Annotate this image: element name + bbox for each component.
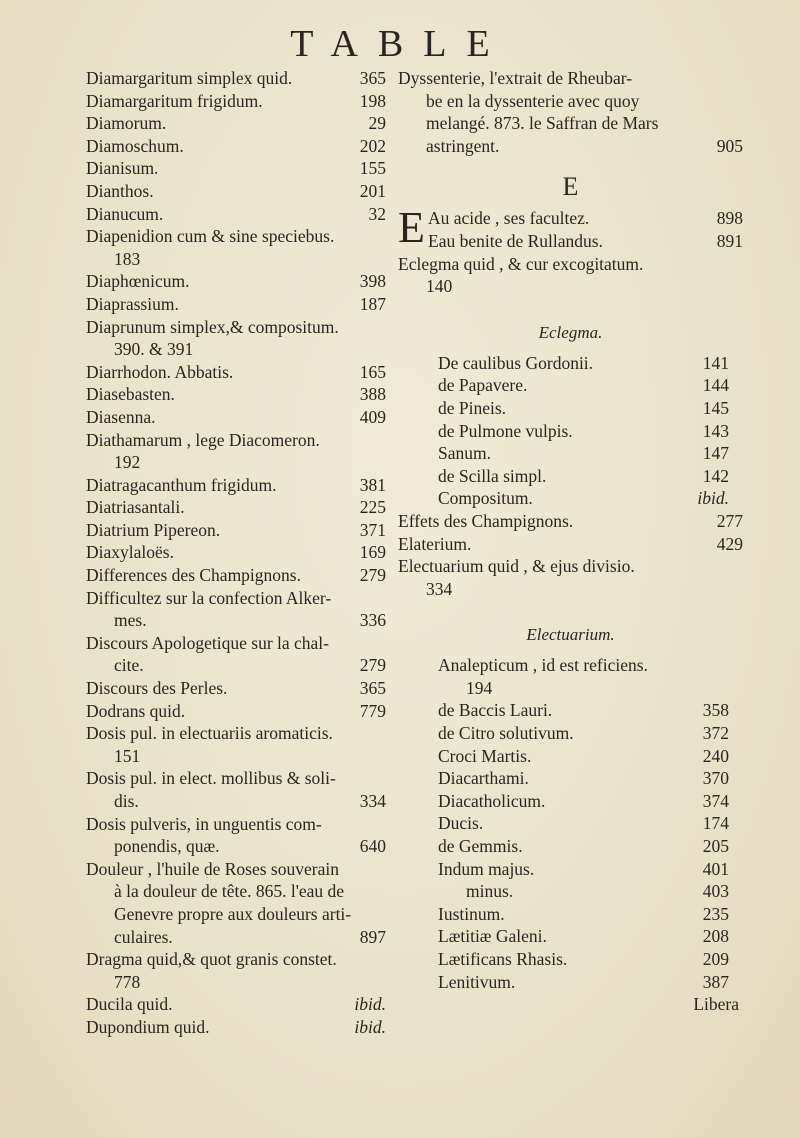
- entry-term: de Gemmis.: [438, 836, 523, 857]
- entry-page: 905: [716, 135, 743, 156]
- entry-term: Diaphœnicum.: [86, 271, 190, 292]
- entry-page: 409: [359, 406, 386, 427]
- right-column: [398, 68, 743, 1017]
- index-entry: [438, 813, 729, 836]
- entry-term: Lætitiæ Galeni.: [438, 926, 547, 947]
- index-entry: [428, 208, 743, 231]
- entry-page: 429: [716, 533, 743, 554]
- entry-page: 358: [702, 700, 729, 721]
- entry-term: Eau benite de Rullandus.: [428, 230, 603, 251]
- index-entry: [86, 768, 386, 791]
- entry-page: 891: [716, 230, 743, 251]
- index-entry: [86, 226, 386, 249]
- index-entry: [86, 181, 386, 204]
- entry-term: Diapenidion cum & sine speciebus.: [86, 226, 335, 247]
- entry-page: 225: [359, 497, 386, 518]
- index-entry: [86, 271, 386, 294]
- entry-page: 897: [359, 926, 386, 947]
- index-entry: [86, 814, 386, 837]
- entry-term: Ducis.: [438, 813, 484, 834]
- index-entry: [86, 384, 386, 407]
- subheading-eclegma: Eclegma.: [538, 322, 603, 342]
- catchword: Libera: [693, 994, 739, 1015]
- index-entry: [86, 520, 386, 543]
- entry-page: 143: [702, 420, 729, 441]
- entry-term: Difficultez sur la confection Alker-: [86, 587, 332, 608]
- entry-page: 174: [702, 813, 729, 834]
- entry-term: Dianthos.: [86, 180, 154, 201]
- entry-page: 147: [702, 443, 729, 464]
- entry-term: Compositum.: [438, 488, 533, 509]
- entry-term: astringent.: [426, 135, 500, 156]
- entry-term: de Scilla simpl.: [438, 465, 547, 486]
- index-entry: [86, 113, 386, 136]
- index-page-ref: 192: [114, 452, 141, 473]
- index-entry: [86, 542, 386, 565]
- entry-page: 779: [359, 700, 386, 721]
- index-entry: [398, 254, 743, 277]
- entry-page: 336: [359, 610, 386, 631]
- entry-term: culaires.: [114, 926, 173, 947]
- entry-term: Analepticum , id est reficiens.: [438, 655, 648, 676]
- entry-term: Iustinum.: [438, 903, 505, 924]
- index-entry: [438, 398, 729, 421]
- entry-term: de Citro solutivum.: [438, 723, 574, 744]
- index-entry: [438, 949, 729, 972]
- index-page-ref: 151: [114, 745, 141, 766]
- entry-page: 403: [702, 881, 729, 902]
- entry-term: melangé. 873. le Saffran de Mars: [426, 113, 659, 134]
- entry-page: 142: [702, 465, 729, 486]
- entry-term: Genevre propre aux douleurs arti-: [114, 903, 352, 924]
- index-entry: [438, 466, 729, 489]
- index-entry: [86, 430, 386, 453]
- entry-term: Lenitivum.: [438, 971, 516, 992]
- index-entry: [438, 768, 729, 791]
- entry-term: be en la dyssenterie avec quoy: [426, 90, 640, 111]
- index-entry: [398, 113, 743, 136]
- entry-page: 277: [716, 510, 743, 531]
- entry-term: Dupondium quid.: [86, 1016, 210, 1037]
- entry-term: Dosis pulveris, in unguentis com-: [86, 813, 322, 834]
- index-entry: [86, 678, 386, 701]
- entry-term: Diaxylaloës.: [86, 542, 174, 563]
- entry-page: ibid.: [697, 488, 729, 509]
- index-entry: [86, 317, 386, 340]
- index-entry: [438, 723, 729, 746]
- catchword-row: [398, 994, 743, 1017]
- entry-term: Effets des Champignons.: [398, 510, 574, 531]
- entry-page: ibid.: [354, 1016, 386, 1037]
- entry-page: 202: [359, 135, 386, 156]
- entry-term: Diaprassium.: [86, 293, 179, 314]
- entry-term: Diasebasten.: [86, 384, 175, 405]
- entry-page: 144: [702, 375, 729, 396]
- index-entry: [86, 723, 386, 746]
- entry-term: minus.: [466, 881, 514, 902]
- index-entry: [438, 421, 729, 444]
- entry-page: ibid.: [354, 994, 386, 1015]
- entry-term: Diaprunum simplex,& compositum.: [86, 316, 339, 337]
- e-dropcap-block: [398, 203, 743, 253]
- entry-term: Discours des Perles.: [86, 678, 228, 699]
- index-entry: [86, 949, 386, 972]
- entry-term: de Pineis.: [438, 397, 507, 418]
- index-page-ref: 140: [426, 276, 453, 297]
- index-page-ref: 194: [466, 677, 493, 698]
- entry-term: Dodrans quid.: [86, 700, 186, 721]
- entry-term: dis.: [114, 791, 139, 811]
- section-letter-e: E: [562, 172, 579, 202]
- entry-term: Discours Apologetique sur la chal-: [86, 632, 330, 653]
- index-entry: [398, 511, 743, 534]
- entry-page: 388: [359, 384, 386, 405]
- entry-term: ponendis, quæ.: [114, 836, 220, 857]
- entry-term: Elaterium.: [398, 533, 472, 554]
- entry-page: 398: [359, 271, 386, 292]
- index-entry: [86, 497, 386, 520]
- index-entry: [86, 407, 386, 430]
- left-column: [86, 68, 386, 1040]
- index-entry: [86, 362, 386, 385]
- entry-page: 640: [359, 836, 386, 857]
- dyssenterie-block: [398, 68, 743, 158]
- entry-page: 169: [359, 542, 386, 563]
- index-entry: [86, 791, 386, 814]
- entry-term: cite.: [114, 655, 144, 676]
- entry-page: 374: [702, 790, 729, 811]
- entry-term: Diamorum.: [86, 113, 167, 134]
- entry-page: 235: [702, 903, 729, 924]
- entry-page: 29: [368, 113, 386, 134]
- index-entry: [86, 633, 386, 656]
- index-page-ref: 334: [426, 578, 453, 599]
- entry-term: Dyssenterie, l'extrait de Rheubar-: [398, 68, 633, 88]
- entry-term: Diarrhodon. Abbatis.: [86, 361, 234, 382]
- entry-page: 209: [702, 949, 729, 969]
- entry-term: Diamargaritum frigidum.: [86, 90, 263, 111]
- index-entry: [86, 204, 386, 227]
- entry-term: Diacarthami.: [438, 768, 529, 789]
- entry-term: Croci Martis.: [438, 745, 532, 766]
- entry-page: 279: [359, 565, 386, 586]
- entry-page: 187: [359, 293, 386, 314]
- entry-term: de Pulmone vulpis.: [438, 420, 573, 441]
- entry-page: 365: [359, 68, 386, 88]
- entry-term: Au acide , ses facultez.: [428, 208, 590, 229]
- index-entry: [86, 565, 386, 588]
- index-entry: [86, 1017, 386, 1040]
- index-entry: [86, 158, 386, 181]
- index-page-ref: 390. & 391: [114, 339, 194, 360]
- index-entry: [438, 375, 729, 398]
- index-entry: [438, 859, 729, 882]
- index-entry: [86, 655, 386, 678]
- electuarium-list: [398, 655, 743, 994]
- entry-term: Diamargaritum simplex quid.: [86, 68, 293, 88]
- entry-page: 365: [359, 678, 386, 699]
- entry-term: Diatrium Pipereon.: [86, 519, 221, 540]
- entry-page: 240: [702, 745, 729, 766]
- index-entry: [438, 443, 729, 466]
- page-title: TABLE: [290, 23, 510, 65]
- index-entry: [438, 700, 729, 723]
- entry-term: Diatragacanthum frigidum.: [86, 474, 277, 495]
- index-entry: [398, 534, 743, 557]
- index-entry: [398, 556, 743, 579]
- entry-term: Eclegma quid , & cur excogitatum.: [398, 253, 644, 274]
- entry-page: 198: [359, 90, 386, 111]
- index-entry: [438, 488, 729, 511]
- entry-term: Dosis pul. in electuariis aromaticis.: [86, 723, 333, 744]
- index-entry: [86, 836, 386, 859]
- index-entry: [438, 926, 729, 949]
- e-more-entries: [398, 254, 743, 299]
- entry-term: Dianisum.: [86, 158, 159, 179]
- index-entry: [438, 904, 729, 927]
- index-page-ref: 778: [114, 971, 141, 992]
- entry-term: Indum majus.: [438, 858, 535, 879]
- entry-page: 205: [702, 836, 729, 857]
- entry-term: Ducila quid.: [86, 994, 173, 1015]
- entry-page: 32: [368, 203, 386, 224]
- index-entry: [398, 68, 743, 91]
- index-entry: [86, 927, 386, 950]
- entry-term: de Baccis Lauri.: [438, 700, 553, 721]
- entry-term: De caulibus Gordonii.: [438, 352, 594, 373]
- entry-term: Diasenna.: [86, 406, 156, 427]
- entry-term: Dragma quid,& quot granis constet.: [86, 949, 337, 970]
- entry-page: 208: [702, 926, 729, 947]
- subheading-electuarium: Electuarium.: [526, 625, 615, 645]
- entry-page: 334: [359, 791, 386, 811]
- entry-page: 155: [359, 158, 386, 179]
- entry-page: 201: [359, 180, 386, 201]
- index-entry: [438, 353, 729, 376]
- index-entry: [86, 994, 386, 1017]
- entry-page: 372: [702, 723, 729, 744]
- entry-term: Dosis pul. in elect. mollibus & soli-: [86, 768, 336, 789]
- entry-term: Diathamarum , lege Diacomeron.: [86, 429, 320, 450]
- index-entry: [86, 610, 386, 633]
- index-entry: [86, 588, 386, 611]
- index-page-ref: 183: [114, 248, 141, 269]
- e-dropcap-entries: [428, 208, 743, 253]
- entry-page: 165: [359, 361, 386, 382]
- entry-term: à la douleur de tête. 865. l'eau de: [114, 881, 345, 902]
- index-entry: [398, 136, 743, 159]
- entry-term: Lætificans Rhasis.: [438, 949, 568, 969]
- e-after-entries: [398, 511, 743, 601]
- index-entry: [428, 231, 743, 254]
- entry-term: Diamoschum.: [86, 135, 184, 156]
- entry-term: Douleur , l'huile de Roses souverain: [86, 858, 339, 879]
- index-entry: [438, 881, 729, 904]
- entry-term: de Papavere.: [438, 375, 528, 396]
- entry-term: Sanum.: [438, 443, 491, 464]
- index-entry: [86, 904, 386, 927]
- index-entry: [86, 91, 386, 114]
- index-entry: [438, 836, 729, 859]
- entry-term: Diatriasantali.: [86, 497, 185, 518]
- index-entry: [438, 972, 729, 995]
- index-entry: [438, 791, 729, 814]
- index-entry: [86, 881, 386, 904]
- entry-page: 371: [359, 519, 386, 540]
- index-entry: [86, 475, 386, 498]
- entry-page: 370: [702, 768, 729, 789]
- entry-page: 381: [359, 474, 386, 495]
- entry-page: 145: [702, 397, 729, 418]
- index-entry: [398, 91, 743, 114]
- entry-page: 898: [716, 208, 743, 229]
- index-entry: [438, 746, 729, 769]
- entry-page: 401: [702, 858, 729, 879]
- entry-term: Differences des Champignons.: [86, 565, 301, 586]
- index-entry: [86, 701, 386, 724]
- entry-term: Diacatholicum.: [438, 790, 546, 811]
- index-entry: [86, 294, 386, 317]
- entry-term: Electuarium quid , & ejus divisio.: [398, 556, 635, 577]
- entry-page: 279: [359, 655, 386, 676]
- drop-cap: E: [398, 203, 425, 253]
- entry-page: 387: [702, 971, 729, 992]
- index-entry: [86, 68, 386, 91]
- index-entry: [86, 136, 386, 159]
- entry-term: mes.: [114, 610, 147, 631]
- entry-page: 141: [702, 352, 729, 373]
- index-entry: [86, 859, 386, 882]
- eclegma-list: [398, 353, 743, 511]
- index-entry: [438, 655, 729, 678]
- entry-term: Dianucum.: [86, 203, 164, 224]
